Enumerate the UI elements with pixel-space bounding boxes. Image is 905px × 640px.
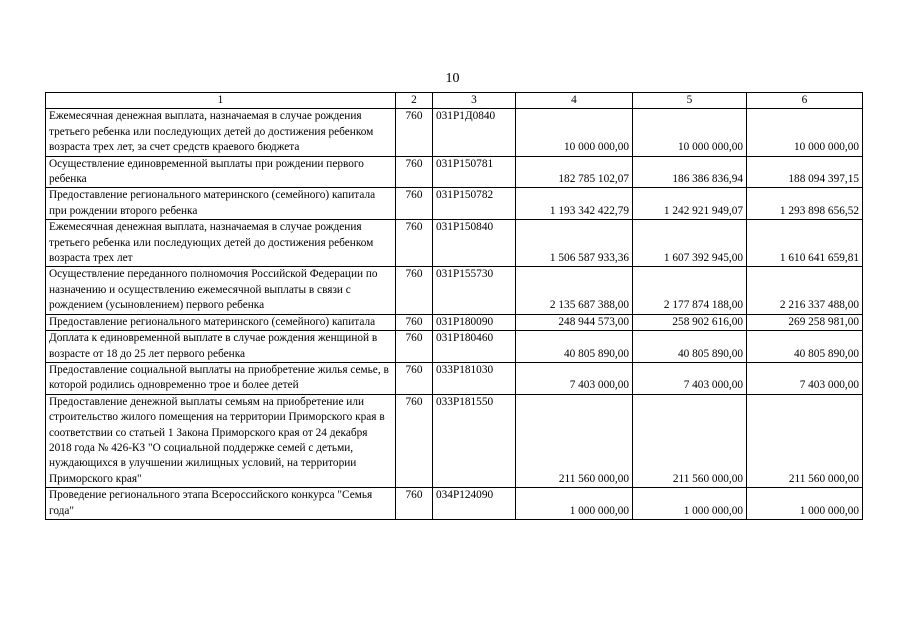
- column-header: 4: [516, 93, 633, 109]
- target-article-code: 033P181550: [433, 394, 516, 487]
- amount-year-1: 211 560 000,00: [516, 394, 633, 487]
- amount-year-3: 2 216 337 488,00: [747, 267, 863, 314]
- column-header: 3: [433, 93, 516, 109]
- table-row: [46, 267, 863, 314]
- row-description: Осуществление единовременной выплаты при рождении первого ребенка: [46, 156, 396, 188]
- department-code: 760: [396, 220, 433, 267]
- amount-year-3: 40 805 890,00: [747, 331, 863, 363]
- table-row: [46, 220, 863, 267]
- amount-year-2: 186 386 836,94: [633, 156, 747, 188]
- department-code: 760: [396, 267, 433, 314]
- column-header: 1: [46, 93, 396, 109]
- amount-year-2: 1 242 921 949,07: [633, 188, 747, 220]
- table-row: [46, 394, 863, 487]
- target-article-code: 031P1Д0840: [433, 109, 516, 156]
- amount-year-3: 1 610 641 659,81: [747, 220, 863, 267]
- row-description: Осуществление переданного полномочия Российской Федерации по назначению и осуществлению ежемесячной выплаты в связи с рождением (усыновлением) первого ребенка: [46, 267, 396, 314]
- amount-year-1: 7 403 000,00: [516, 362, 633, 394]
- amount-year-2: 40 805 890,00: [633, 331, 747, 363]
- amount-year-2: 10 000 000,00: [633, 109, 747, 156]
- amount-year-3: 188 094 397,15: [747, 156, 863, 188]
- table-row: [46, 188, 863, 220]
- amount-year-3: 1 000 000,00: [747, 488, 863, 520]
- target-article-code: 031P180090: [433, 314, 516, 330]
- column-header: 5: [633, 93, 747, 109]
- department-code: 760: [396, 331, 433, 363]
- table-row: [46, 109, 863, 156]
- column-header: 2: [396, 93, 433, 109]
- amount-year-1: 40 805 890,00: [516, 331, 633, 363]
- amount-year-1: 1 000 000,00: [516, 488, 633, 520]
- row-description: Предоставление денежной выплаты семьям на приобретение или строительство жилого помещения на территории Приморского края в соответствии со статьей 1 Закона Приморского края от 24 декабря 2018 года № 426-КЗ "О социальной поддержке семей с детьми, нуждающихся в улучшении жилищных условий, на территории Приморского края": [46, 394, 396, 487]
- department-code: 760: [396, 394, 433, 487]
- row-description: Ежемесячная денежная выплата, назначаемая в случае рождения третьего ребенка или последующих детей до достижения ребенком возраста трех лет, за счет средств краевого бюджета: [46, 109, 396, 156]
- page-number: 10: [445, 71, 460, 86]
- department-code: 760: [396, 488, 433, 520]
- target-article-code: 031P150840: [433, 220, 516, 267]
- amount-year-2: 211 560 000,00: [633, 394, 747, 487]
- table-row: [46, 362, 863, 394]
- table-row: [46, 331, 863, 363]
- department-code: 760: [396, 156, 433, 188]
- row-description: Предоставление регионального материнского (семейного) капитала: [46, 314, 396, 330]
- target-article-code: 031P155730: [433, 267, 516, 314]
- amount-year-3: 10 000 000,00: [747, 109, 863, 156]
- amount-year-2: 2 177 874 188,00: [633, 267, 747, 314]
- amount-year-2: 258 902 616,00: [633, 314, 747, 330]
- amount-year-3: 7 403 000,00: [747, 362, 863, 394]
- department-code: 760: [396, 109, 433, 156]
- amount-year-2: 1 607 392 945,00: [633, 220, 747, 267]
- amount-year-1: 248 944 573,00: [516, 314, 633, 330]
- amount-year-1: 2 135 687 388,00: [516, 267, 633, 314]
- row-description: Предоставление регионального материнского (семейного) капитала при рождении второго ребенка: [46, 188, 396, 220]
- row-description: Ежемесячная денежная выплата, назначаемая в случае рождения третьего ребенка или последующих детей до достижения ребенком возраста трех лет: [46, 220, 396, 267]
- amount-year-3: 269 258 981,00: [747, 314, 863, 330]
- amount-year-1: 1 193 342 422,79: [516, 188, 633, 220]
- table-row: [46, 488, 863, 520]
- row-description: Предоставление социальной выплаты на приобретение жилья семье, в которой родились одновременно трое и более детей: [46, 362, 396, 394]
- amount-year-1: 10 000 000,00: [516, 109, 633, 156]
- department-code: 760: [396, 314, 433, 330]
- target-article-code: 031P150782: [433, 188, 516, 220]
- column-header: 6: [747, 93, 863, 109]
- target-article-code: 034P124090: [433, 488, 516, 520]
- amount-year-2: 1 000 000,00: [633, 488, 747, 520]
- amount-year-3: 1 293 898 656,52: [747, 188, 863, 220]
- table-row: [46, 314, 863, 330]
- amount-year-1: 1 506 587 933,36: [516, 220, 633, 267]
- table-row: [46, 156, 863, 188]
- target-article-code: 031P180460: [433, 331, 516, 363]
- row-description: Проведение регионального этапа Всероссийского конкурса "Семья года": [46, 488, 396, 520]
- department-code: 760: [396, 362, 433, 394]
- amount-year-1: 182 785 102,07: [516, 156, 633, 188]
- amount-year-2: 7 403 000,00: [633, 362, 747, 394]
- target-article-code: 031P150781: [433, 156, 516, 188]
- target-article-code: 033P181030: [433, 362, 516, 394]
- header-row: [46, 93, 863, 109]
- row-description: Доплата к единовременной выплате в случае рождения женщиной в возрасте от 18 до 25 лет первого ребенка: [46, 331, 396, 363]
- budget-table: [45, 92, 863, 520]
- amount-year-3: 211 560 000,00: [747, 394, 863, 487]
- department-code: 760: [396, 188, 433, 220]
